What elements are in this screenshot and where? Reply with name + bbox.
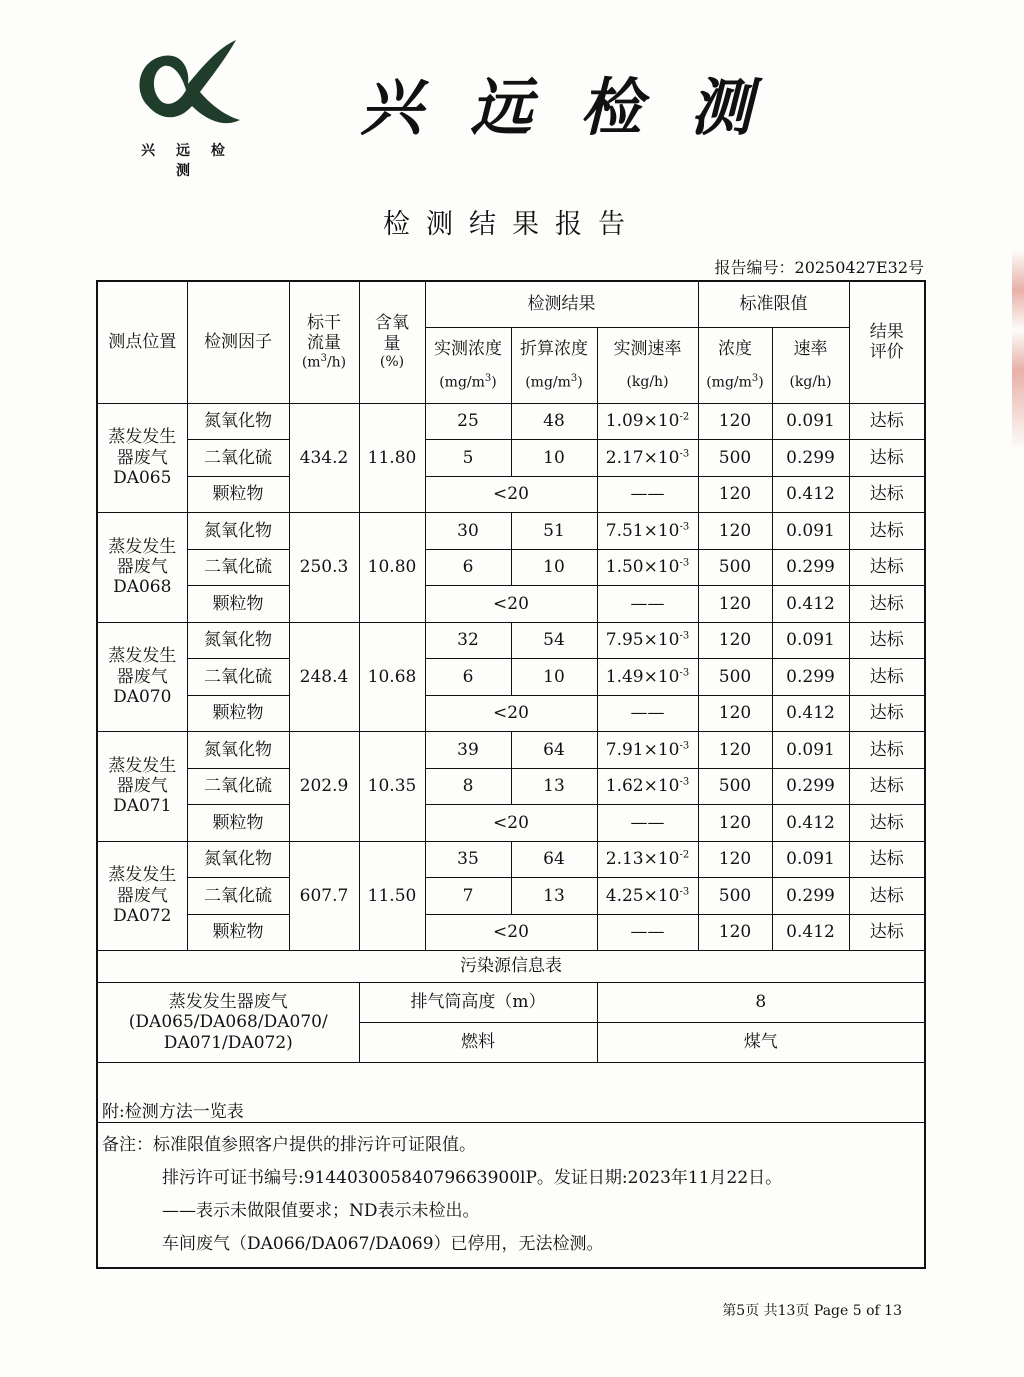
converted-cell: 54 xyxy=(511,622,597,659)
table-row xyxy=(97,440,925,477)
measured-cell: 32 xyxy=(425,622,511,659)
table-row xyxy=(97,586,925,623)
attachment-note: 附:检测方法一览表 xyxy=(97,1063,925,1123)
table-row xyxy=(97,878,925,915)
fuel-label: 燃料 xyxy=(359,1023,597,1063)
limit-conc-cell: 120 xyxy=(698,805,772,842)
limit-conc-cell: 500 xyxy=(698,440,772,477)
factor-cell: 氮氧化物 xyxy=(187,622,289,659)
table-row xyxy=(97,841,925,878)
source-name-cell: 蒸发发生器废气 (DA065/DA068/DA070/ DA071/DA072) xyxy=(97,983,359,1063)
measured-cell: 8 xyxy=(425,768,511,805)
rate-cell: —— xyxy=(597,695,698,732)
factor-cell: 二氧化硫 xyxy=(187,878,289,915)
oxygen-cell: 10.68 xyxy=(359,622,425,732)
header-oxygen: 含氧 量 (%) xyxy=(359,281,425,403)
results-table xyxy=(96,280,926,1269)
oxygen-cell: 11.50 xyxy=(359,841,425,951)
factor-cell: 氮氧化物 xyxy=(187,403,289,440)
flow-cell: 250.3 xyxy=(289,513,359,623)
factor-cell: 颗粒物 xyxy=(187,695,289,732)
table-row xyxy=(97,622,925,659)
limit-rate-cell: 0.412 xyxy=(772,586,849,623)
limit-conc-cell: 120 xyxy=(698,841,772,878)
remarks xyxy=(97,1123,925,1269)
table-row xyxy=(97,549,925,586)
limit-rate-cell: 0.412 xyxy=(772,914,849,951)
factor-cell: 二氧化硫 xyxy=(187,440,289,477)
evaluation-cell: 达标 xyxy=(849,440,925,477)
table-row xyxy=(97,695,925,732)
limit-conc-cell: 120 xyxy=(698,914,772,951)
header-results: 检测结果 xyxy=(425,281,698,327)
measured-cell: 30 xyxy=(425,513,511,550)
rate-cell: $7.51\times 10^{-3}$ xyxy=(597,513,698,550)
table-row xyxy=(97,476,925,513)
evaluation-cell: 达标 xyxy=(849,586,925,623)
evaluation-cell: 达标 xyxy=(849,878,925,915)
table-row xyxy=(97,513,925,550)
table-row xyxy=(97,914,925,951)
measured-cell: 35 xyxy=(425,841,511,878)
converted-cell: 64 xyxy=(511,841,597,878)
evaluation-cell: 达标 xyxy=(849,403,925,440)
table-row xyxy=(97,659,925,696)
flow-cell: 434.2 xyxy=(289,403,359,513)
evaluation-cell: 达标 xyxy=(849,549,925,586)
measured-merged-cell: <20 xyxy=(425,476,597,513)
limit-rate-cell: 0.299 xyxy=(772,659,849,696)
factor-cell: 颗粒物 xyxy=(187,805,289,842)
converted-cell: 10 xyxy=(511,659,597,696)
limit-rate-cell: 0.091 xyxy=(772,732,849,769)
factor-cell: 颗粒物 xyxy=(187,476,289,513)
evaluation-cell: 达标 xyxy=(849,695,925,732)
measured-cell: 6 xyxy=(425,659,511,696)
measured-merged-cell: <20 xyxy=(425,805,597,842)
factor-cell: 氮氧化物 xyxy=(187,841,289,878)
header-factor: 检测因子 xyxy=(187,281,289,403)
limit-rate-cell: 0.412 xyxy=(772,476,849,513)
limit-conc-cell: 500 xyxy=(698,659,772,696)
oxygen-cell: 10.35 xyxy=(359,732,425,842)
remark-line-2: 排污许可证书编号:91440300584079663900lP。发证日期:2023年11月22日。 xyxy=(162,1168,783,1188)
rate-cell: $1.49\times 10^{-3}$ xyxy=(597,659,698,696)
fuel-value: 煤气 xyxy=(597,1023,925,1063)
header-flow: 标干 流量 $(m^3/h)$ xyxy=(289,281,359,403)
evaluation-cell: 达标 xyxy=(849,513,925,550)
rate-cell: $7.95\times 10^{-3}$ xyxy=(597,622,698,659)
header-standard-limits: 标准限值 xyxy=(698,281,849,327)
oxygen-cell: 10.80 xyxy=(359,513,425,623)
limit-conc-cell: 120 xyxy=(698,622,772,659)
partial-seal-stamp xyxy=(1012,250,1024,450)
brand-name: 兴远检测 xyxy=(360,71,801,144)
header-location: 测点位置 xyxy=(97,281,187,403)
limit-conc-cell: 120 xyxy=(698,695,772,732)
converted-cell: 10 xyxy=(511,549,597,586)
stack-height-value: 8 xyxy=(597,983,925,1023)
rate-cell: $2.13\times 10^{-2}$ xyxy=(597,841,698,878)
rate-cell: —— xyxy=(597,805,698,842)
evaluation-cell: 达标 xyxy=(849,805,925,842)
rate-cell: —— xyxy=(597,586,698,623)
rate-cell: $1.09\times 10^{-2}$ xyxy=(597,403,698,440)
header-measured-rate: 实测速率 (kg/h) xyxy=(597,327,698,403)
factor-cell: 颗粒物 xyxy=(187,914,289,951)
page-footer: 第5页 共13页 Page 5 of 13 xyxy=(722,1303,902,1319)
limit-rate-cell: 0.412 xyxy=(772,805,849,842)
factor-cell: 氮氧化物 xyxy=(187,513,289,550)
converted-cell: 10 xyxy=(511,440,597,477)
measured-merged-cell: <20 xyxy=(425,695,597,732)
limit-conc-cell: 120 xyxy=(698,586,772,623)
header-limit-rate: 速率 (kg/h) xyxy=(772,327,849,403)
stack-height-label: 排气筒高度（m） xyxy=(359,983,597,1023)
location-cell: 蒸发发生 器废气 DA071 xyxy=(97,732,187,842)
measured-cell: 6 xyxy=(425,549,511,586)
rate-cell: $4.25\times 10^{-3}$ xyxy=(597,878,698,915)
limit-conc-cell: 500 xyxy=(698,549,772,586)
limit-conc-cell: 120 xyxy=(698,513,772,550)
header-measured-conc: 实测浓度 $(mg/m^3)$ xyxy=(425,327,511,403)
evaluation-cell: 达标 xyxy=(849,732,925,769)
company-logo-icon xyxy=(128,36,248,132)
measured-cell: 5 xyxy=(425,440,511,477)
evaluation-cell: 达标 xyxy=(849,914,925,951)
converted-cell: 64 xyxy=(511,732,597,769)
flow-cell: 607.7 xyxy=(289,841,359,951)
remark-line-4: 车间废气（DA066/DA067/DA069）已停用，无法检测。 xyxy=(162,1234,604,1254)
limit-rate-cell: 0.299 xyxy=(772,878,849,915)
remark-line-1: 备注：标准限值参照客户提供的排污许可证限值。 xyxy=(102,1135,476,1155)
location-cell: 蒸发发生 器废气 DA065 xyxy=(97,403,187,513)
evaluation-cell: 达标 xyxy=(849,841,925,878)
limit-rate-cell: 0.412 xyxy=(772,695,849,732)
measured-cell: 25 xyxy=(425,403,511,440)
factor-cell: 二氧化硫 xyxy=(187,549,289,586)
limit-conc-cell: 500 xyxy=(698,878,772,915)
limit-rate-cell: 0.091 xyxy=(772,513,849,550)
table-row xyxy=(97,732,925,769)
location-cell: 蒸发发生 器废气 DA070 xyxy=(97,622,187,732)
oxygen-cell: 11.80 xyxy=(359,403,425,513)
flow-cell: 202.9 xyxy=(289,732,359,842)
report-number: 报告编号：20250427E32号 xyxy=(714,258,924,277)
limit-rate-cell: 0.299 xyxy=(772,768,849,805)
rate-cell: $2.17\times 10^{-3}$ xyxy=(597,440,698,477)
converted-cell: 13 xyxy=(511,768,597,805)
table-row xyxy=(97,403,925,440)
rate-cell: $1.50\times 10^{-3}$ xyxy=(597,549,698,586)
evaluation-cell: 达标 xyxy=(849,622,925,659)
factor-cell: 颗粒物 xyxy=(187,586,289,623)
limit-rate-cell: 0.299 xyxy=(772,549,849,586)
converted-cell: 48 xyxy=(511,403,597,440)
rate-cell: $1.62\times 10^{-3}$ xyxy=(597,768,698,805)
rate-cell: —— xyxy=(597,914,698,951)
header-converted-conc: 折算浓度 $(mg/m^3)$ xyxy=(511,327,597,403)
limit-conc-cell: 120 xyxy=(698,732,772,769)
source-info-title: 污染源信息表 xyxy=(97,951,925,983)
table-row xyxy=(97,768,925,805)
limit-rate-cell: 0.091 xyxy=(772,622,849,659)
measured-merged-cell: <20 xyxy=(425,914,597,951)
limit-conc-cell: 500 xyxy=(698,768,772,805)
limit-conc-cell: 120 xyxy=(698,476,772,513)
factor-cell: 二氧化硫 xyxy=(187,659,289,696)
table-row xyxy=(97,805,925,842)
flow-cell: 248.4 xyxy=(289,622,359,732)
location-cell: 蒸发发生 器废气 DA068 xyxy=(97,513,187,623)
rate-cell: —— xyxy=(597,476,698,513)
location-cell: 蒸发发生 器废气 DA072 xyxy=(97,841,187,951)
header-limit-conc: 浓度 $(mg/m^3)$ xyxy=(698,327,772,403)
limit-conc-cell: 120 xyxy=(698,403,772,440)
logo-subtext: 兴 远 检 测 xyxy=(141,143,233,179)
evaluation-cell: 达标 xyxy=(849,476,925,513)
converted-cell: 13 xyxy=(511,878,597,915)
remark-line-3: ——表示未做限值要求；ND表示未检出。 xyxy=(162,1201,480,1221)
measured-cell: 39 xyxy=(425,732,511,769)
evaluation-cell: 达标 xyxy=(849,659,925,696)
page-title: 检测结果报告 xyxy=(383,209,641,240)
converted-cell: 51 xyxy=(511,513,597,550)
factor-cell: 二氧化硫 xyxy=(187,768,289,805)
header-evaluation: 结果 评价 xyxy=(849,281,925,403)
limit-rate-cell: 0.091 xyxy=(772,403,849,440)
rate-cell: $7.91\times 10^{-3}$ xyxy=(597,732,698,769)
limit-rate-cell: 0.091 xyxy=(772,841,849,878)
factor-cell: 氮氧化物 xyxy=(187,732,289,769)
measured-cell: 7 xyxy=(425,878,511,915)
evaluation-cell: 达标 xyxy=(849,768,925,805)
measured-merged-cell: <20 xyxy=(425,586,597,623)
limit-rate-cell: 0.299 xyxy=(772,440,849,477)
